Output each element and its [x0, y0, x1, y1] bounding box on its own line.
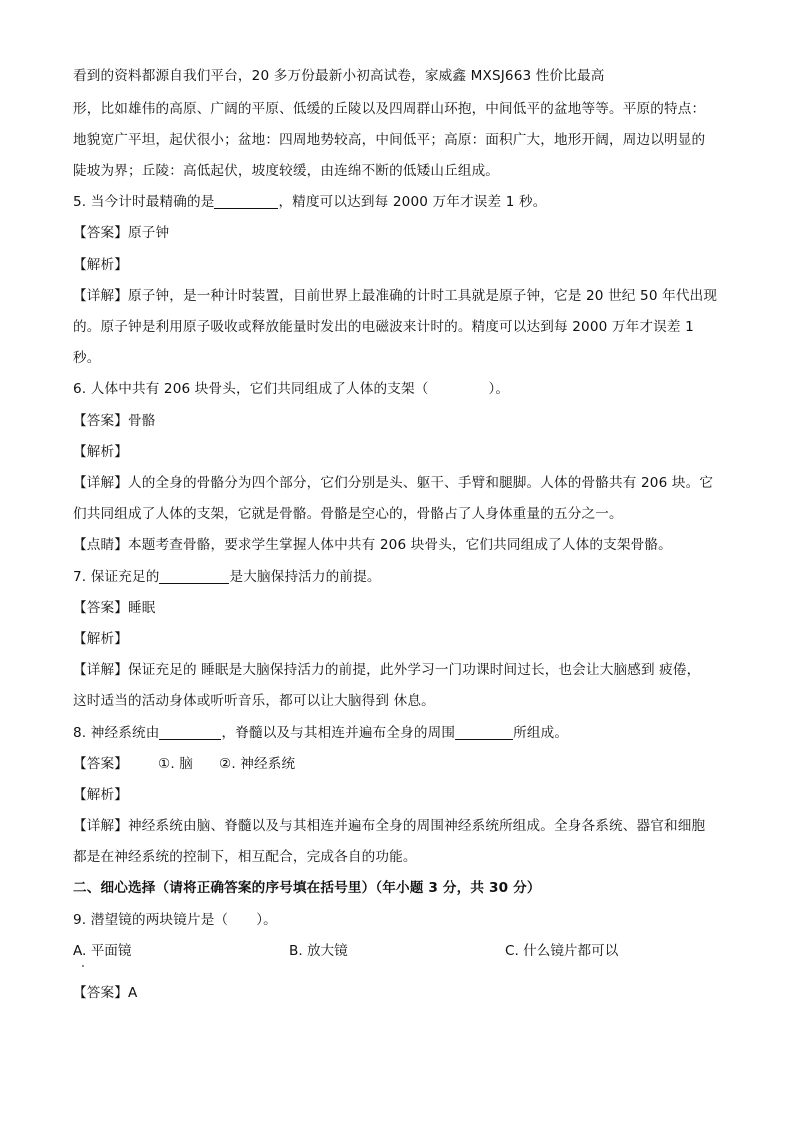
answer-tag: 【答案】 — [73, 413, 128, 429]
answer-text: 骨骼 — [127, 413, 156, 429]
stray-dot — [82, 965, 84, 967]
detail-6-line-1 — [73, 474, 723, 492]
detail-6-line-2: 们共同组成了人体的支架，它就是骨骼。骨骼是空心的，骨骼占了人身体重量的五分之一。 — [73, 506, 623, 522]
comment-tag: 【点睛】 — [73, 537, 128, 553]
question-9-text-after: ）。 — [256, 912, 277, 928]
question-7 — [73, 568, 723, 586]
question-8-text-middle: ，脊髓以及与其相连并遍布全身的周围 — [221, 725, 456, 741]
detail-tag: 【详解】 — [73, 662, 128, 678]
comment-6 — [73, 536, 723, 554]
answer-text-2: . 神经系统 — [231, 756, 296, 772]
answer-blank — [214, 194, 278, 209]
analysis-tag-7: 【解析】 — [73, 631, 128, 647]
question-8-text-after: 所组成。 — [513, 725, 569, 741]
question-9-text-before: 9. 潜望镜的两块镜片是（ — [73, 912, 229, 928]
analysis-tag-6: 【解析】 — [73, 444, 128, 460]
header-line: 看到的资料都源自我们平台，20 多万份最新小初高试卷，家威鑫 MXSJ663 性价比最高 — [73, 68, 605, 84]
detail-5-line-2: 的。原子钟是利用原子吸收或释放能量时发出的电磁波来计时的。精度可以达到每 2000 万年才误差 1 — [73, 319, 694, 335]
intro-line-1: 形，比如雄伟的高原、广阔的平原、低缓的丘陵以及四周群山环抱，中间低平的盆地等等。平原的特点： — [73, 101, 706, 117]
answer-row-8 — [73, 755, 723, 773]
question-7-text-before: 7. 保证充足的 — [73, 569, 160, 585]
detail-7-line-1 — [73, 661, 723, 679]
intro-line-3: 陡坡为界；丘陵：高低起伏，坡度较缓，由连绵不断的低矮山丘组成。 — [73, 163, 500, 179]
analysis-tag-5: 【解析】 — [73, 257, 128, 273]
answer-mark-2: ② — [219, 756, 232, 772]
detail-text: 神经系统由脑、脊髓以及与其相连并遍布全身的周围神经系统所组成。全身各系统、器官和细胞 — [127, 818, 706, 834]
answer-text-1: . 脑 — [170, 756, 194, 772]
detail-tag: 【详解】 — [73, 818, 128, 834]
question-5-text-before: 5. 当今计时最精确的是 — [73, 194, 215, 210]
answer-blank-1 — [159, 725, 221, 740]
detail-tag: 【详解】 — [73, 288, 128, 304]
detail-text: 保证充足的 睡眠是大脑保持活力的前提，此外学习一门功课时间过长，也会让大脑感到 疲倦， — [127, 662, 701, 678]
answer-tag: 【答案】 — [73, 225, 128, 241]
comment-text: 本题考查骨骼，要求学生掌握人体中共有 206 块骨头，它们共同组成了人体的支架骨骼。 — [127, 537, 672, 553]
detail-5-line-1 — [73, 287, 723, 305]
analysis-tag-8: 【解析】 — [73, 787, 128, 803]
answer-row-5 — [73, 224, 723, 242]
detail-tag: 【详解】 — [73, 475, 128, 491]
detail-8-line-2: 都是在神经系统的控制下，相互配合，完成各自的功能。 — [73, 849, 417, 865]
option-b: B. 放大镜 — [289, 943, 348, 959]
question-6-text-before: 6. 人体中共有 206 块骨头，它们共同组成了人体的支架（ — [73, 381, 429, 397]
question-9 — [73, 911, 723, 929]
question-8 — [73, 724, 723, 742]
detail-text: 原子钟，是一种计时装置，目前世界上最准确的计时工具就是原子钟，它是 20 世纪 50 年代出现 — [127, 288, 718, 304]
detail-5-line-3: 秒。 — [73, 350, 101, 366]
answer-tag: 【答案】 — [73, 756, 128, 772]
answer-text: 睡眠 — [127, 600, 156, 616]
answer-mark-1: ① — [157, 756, 171, 772]
detail-7-line-2: 这时适当的活动身体或听听音乐，都可以让大脑得到 休息。 — [73, 693, 435, 709]
answer-text: A — [127, 985, 138, 1001]
answer-tag: 【答案】 — [73, 985, 128, 1001]
answer-blank — [159, 569, 229, 584]
question-5-text-after: ，精度可以达到每 2000 万年才误差 1 秒。 — [278, 194, 547, 210]
question-6-text-after: ）。 — [488, 381, 510, 397]
answer-text: 原子钟 — [127, 225, 170, 241]
answer-row-7 — [73, 599, 723, 617]
question-6 — [73, 380, 723, 398]
question-7-text-after: 是大脑保持活力的前提。 — [229, 569, 381, 585]
detail-8-line-1 — [73, 817, 723, 835]
intro-line-2: 地貌宽广平坦，起伏很小；盆地：四周地势较高，中间低平；高原：面积广大，地形开阔，周边以明显的 — [73, 132, 706, 148]
answer-blank-2 — [455, 725, 513, 740]
answer-row-9 — [73, 984, 723, 1002]
section-title: 二、细心选择（请将正确答案的序号填在括号里）（年小题 3 分，共 30 分） — [73, 880, 541, 896]
detail-text: 人的全身的骨骼分为四个部分，它们分别是头、躯干、手臂和腿脚。人体的骨骼共有 206 块。它 — [127, 475, 714, 491]
question-5 — [73, 193, 723, 211]
answer-row-6 — [73, 412, 723, 430]
option-a: A. 平面镜 — [73, 943, 132, 959]
answer-tag: 【答案】 — [73, 600, 128, 616]
option-c: C. 什么镜片都可以 — [505, 943, 619, 959]
question-8-text-before: 8. 神经系统由 — [73, 725, 160, 741]
